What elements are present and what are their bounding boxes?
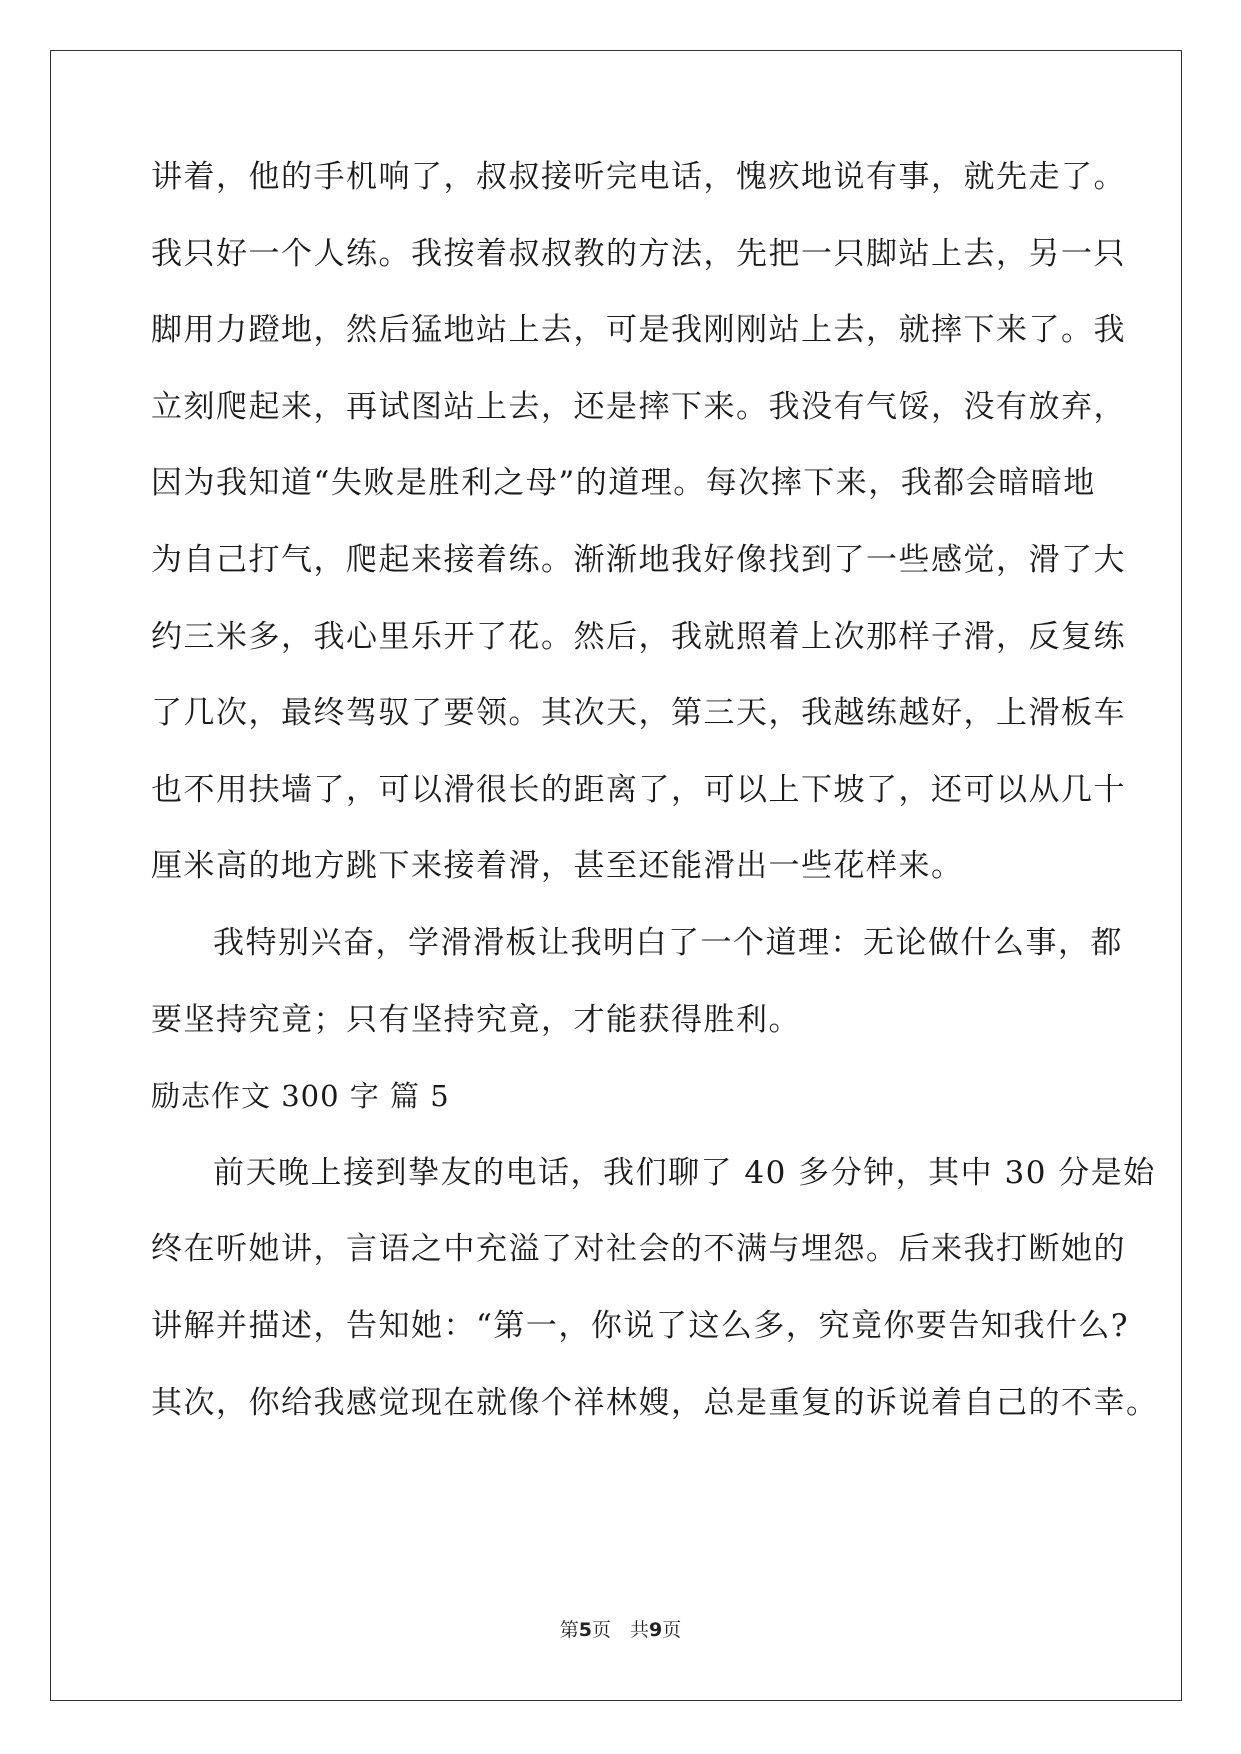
- footer-page-current: 5: [578, 1619, 592, 1641]
- text-line: 讲解并描述，告知她：“第一，你说了这么多，究竟你要告知我什么?: [151, 1307, 1129, 1344]
- page-footer: [0, 1615, 1241, 1642]
- text-line: 其次，你给我感觉现在就像个祥林嫂，总是重复的诉说着自己的不幸。: [151, 1384, 1159, 1421]
- text-line: 了几次，最终驾驭了要领。其次天，第三天，我越练越好，上滑板车: [151, 695, 1126, 732]
- text-line: 厘米高的地方跳下来接着滑，甚至还能滑出一些花样来。: [151, 848, 964, 885]
- document-body: [151, 159, 1159, 1464]
- footer-page-prefix: 第: [559, 1619, 579, 1641]
- text-line: 前天晚上接到挚友的电话，我们聊了 40 多分钟，其中 30 分是始: [213, 1154, 1156, 1191]
- text-line: 也不用扶墙了，可以滑很长的距离了，可以上下坡了，还可以从几十: [151, 771, 1126, 808]
- section-heading: 励志作文 300 字 篇 5: [151, 1079, 450, 1114]
- text-line: 我只好一个人练。我按着叔叔教的方法，先把一只脚站上去，另一只: [151, 235, 1126, 272]
- text-line: 为自己打气，爬起来接着练。渐渐地我好像找到了一些感觉，滑了大: [151, 541, 1126, 578]
- text-line: 脚用力蹬地，然后猛地站上去，可是我刚刚站上去，就摔下来了。我: [151, 312, 1126, 349]
- footer-page-mid: 页 共: [591, 1619, 649, 1641]
- footer-page-total: 9: [649, 1619, 663, 1641]
- text-line: 要坚持究竟；只有坚持究竟，才能获得胜利。: [151, 1001, 801, 1038]
- text-line: 我特别兴奋，学滑滑板让我明白了一个道理：无论做什么事，都: [213, 924, 1123, 961]
- text-line: 终在听她讲，言语之中充溢了对社会的不满与埋怨。后来我打断她的: [151, 1231, 1126, 1268]
- text-line: 讲着，他的手机响了，叔叔接听完电话，愧疚地说有事，就先走了。: [151, 159, 1126, 195]
- footer-page-suffix: 页: [662, 1619, 682, 1641]
- text-line: 约三米多，我心里乐开了花。然后，我就照着上次那样子滑，反复练: [151, 618, 1126, 655]
- text-line: 立刻爬起来，再试图站上去，还是摔下来。我没有气馁，没有放弃，: [151, 388, 1126, 425]
- text-line: 因为我知道“失败是胜利之母”的道理。每次摔下来，我都会暗暗地: [151, 465, 1096, 502]
